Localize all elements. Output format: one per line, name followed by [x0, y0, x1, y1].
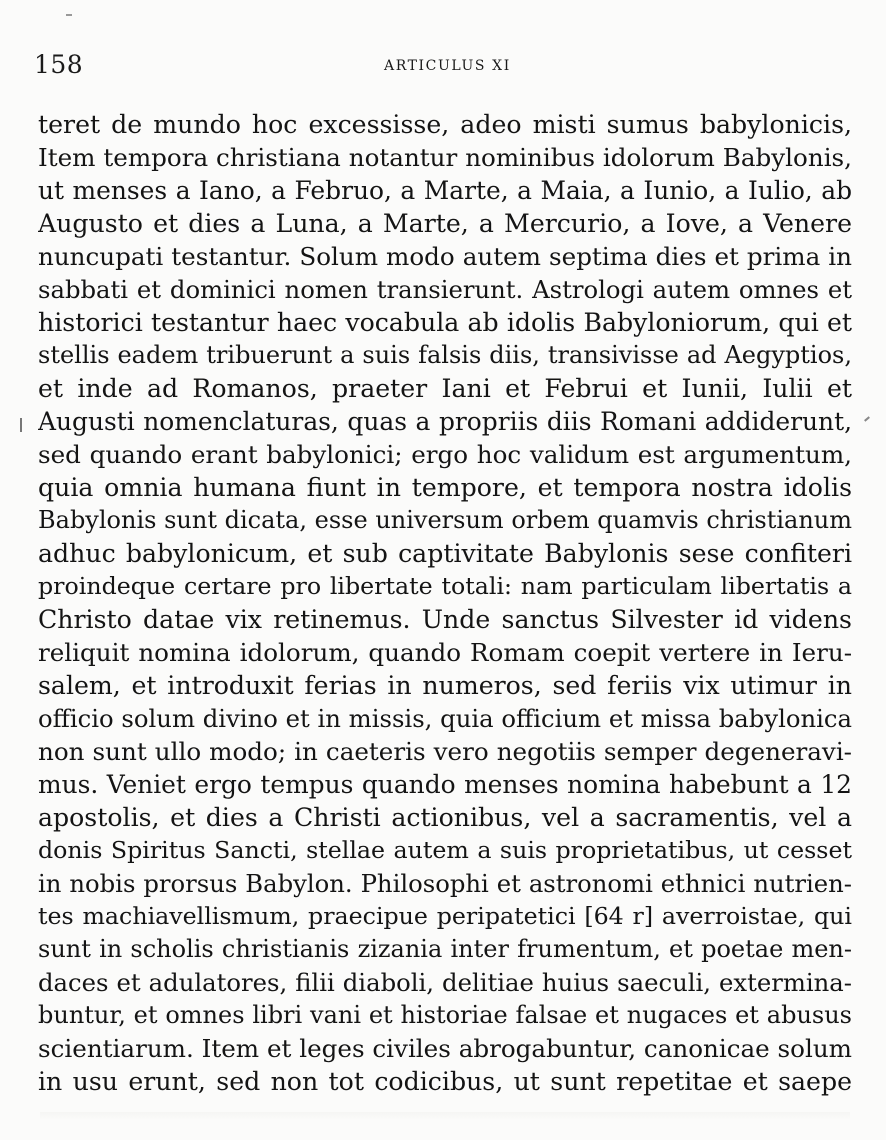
- text-line: Babylonis sunt dicata, esse universum orbem quamvis christianum: [38, 506, 852, 534]
- body-text: [38, 108, 852, 1098]
- text-line: proindeque certare pro libertate totali: nam particulam libertatis a: [38, 572, 852, 600]
- text-line: non sunt ullo modo; in caeteris vero negotiis semper degeneravi-: [38, 737, 852, 766]
- text-line: sabbati et dominici nomen transierunt. Astrologi autem omnes et: [38, 275, 852, 304]
- margin-mark-left: [20, 418, 22, 432]
- text-line: donis Spiritus Sancti, stellae autem a suis proprietatibus, ut cesset: [38, 836, 852, 864]
- text-line: in usu erunt, sed non tot codicibus, ut sunt repetitae et saepe: [38, 1067, 852, 1096]
- text-line: salem, et introduxit ferias in numeros, sed feriis vix utimur in: [38, 671, 852, 700]
- text-line: adhuc babylonicum, et sub captivitate Babylonis sese confiteri: [38, 539, 852, 568]
- text-line: mus. Veniet ergo tempus quando menses nomina habebunt a 12: [38, 770, 852, 799]
- text-line: tes machiavellismum, praecipue peripatetici [64 r] averroistae, qui: [38, 902, 852, 930]
- text-line: Augusti nomenclaturas, quas a propriis diis Romani addiderunt,: [38, 407, 852, 436]
- text-line: Item tempora christiana notantur nominibus idolorum Babylonis,: [38, 143, 852, 172]
- text-line: in nobis prorsus Babylon. Philosophi et astronomi ethnici nutrien-: [38, 869, 852, 898]
- text-line: scientiarum. Item et leges civiles abrogabuntur, canonicae solum: [38, 1034, 852, 1063]
- text-line: nuncupati testantur. Solum modo autem septima dies et prima in: [38, 242, 852, 271]
- scan-mark: [66, 14, 72, 16]
- text-line: sed quando erant babylonici; ergo hoc validum est argumentum,: [38, 440, 852, 469]
- text-line: quia omnia humana fiunt in tempore, et tempora nostra idolis: [38, 473, 852, 502]
- text-line: apostolis, et dies a Christi actionibus, vel a sacramentis, vel a: [38, 803, 852, 832]
- page-header: [34, 50, 854, 84]
- text-line: et inde ad Romanos, praeter Iani et Februi et Iunii, Iulii et: [38, 374, 852, 403]
- text-line: officio solum divino et in missis, quia officium et missa babylonica: [38, 704, 852, 733]
- text-line: sunt in scholis christianis zizania inter frumentum, et poetae men-: [38, 935, 852, 963]
- page-number: 158: [34, 50, 84, 79]
- text-line: buntur, et omnes libri vani et historiae falsae et nugaces et abusus: [38, 1001, 852, 1029]
- text-line: stellis eadem tribuerunt a suis falsis diis, transivisse ad Aegyptios,: [38, 341, 852, 369]
- text-line: reliquit nomina idolorum, quando Romam coepit vertere in Ieru-: [38, 638, 852, 667]
- text-line: Augusto et dies a Luna, a Marte, a Mercurio, a Iove, a Venere: [38, 209, 852, 238]
- next-page-bleed: [40, 1112, 850, 1120]
- running-head: ARTICULUS XI: [384, 58, 511, 74]
- text-line: ut menses a Iano, a Februo, a Marte, a Maia, a Iunio, a Iulio, ab: [38, 176, 852, 205]
- margin-mark-right: [864, 416, 870, 421]
- text-line: daces et adulatores, filii diaboli, delitiae huius saeculi, extermina-: [38, 968, 852, 997]
- text-line: Christo datae vix retinemus. Unde sanctus Silvester id videns: [38, 605, 852, 634]
- text-line: teret de mundo hoc excessisse, adeo misti sumus babylonicis,: [38, 110, 852, 139]
- text-line: historici testantur haec vocabula ab idolis Babyloniorum, qui et: [38, 308, 852, 337]
